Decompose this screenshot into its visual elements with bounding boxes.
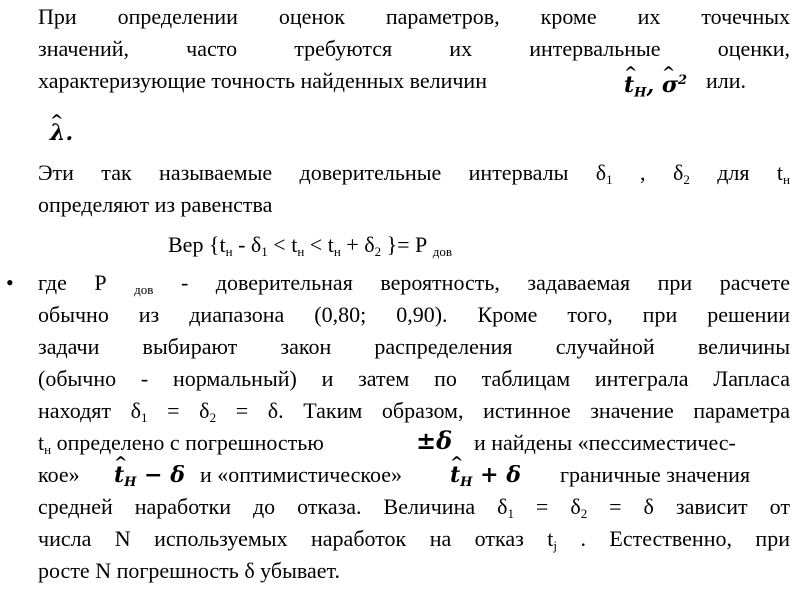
- paragraph3-line5: находят $\delta_1 = \delta_2 = \delta$. Таким образом, истинное значение параметра: [38, 398, 791, 425]
- paragraph3-line7: кое» ^ $t_H - \delta$ и «оптимистическое» ^ $t_H + \delta$ граничные значения: [38, 462, 790, 488]
- paragraph3-line6: $t_н$ определено с погрешностью ±δ и найдены «пессиместичес-: [38, 426, 736, 457]
- paragraph3-line9: числа N используемых наработок на отказ $t_j$ . Естественно, при: [38, 526, 790, 553]
- paragraph2-line2: определяют из равенства: [38, 192, 273, 217]
- paragraph3-line8: средней наработки до отказа. Величина $\delta_1 = \delta_2 = \delta$ зависит от: [38, 494, 790, 521]
- bullet-point: •: [6, 270, 14, 295]
- paragraph3-line3: задачи выбирают закон распределения случайной величины: [38, 334, 790, 359]
- formula-t-estimate: ^ $t_H$, ^ $\sigma^2$: [624, 68, 687, 98]
- formula-optimistic: ^ $t_H + \delta$: [450, 462, 521, 488]
- paragraph3-line10: росте N погрешность δ убывает.: [38, 558, 340, 583]
- paragraph3-line1: где Р $_{дов}$ - доверительная вероятность, задаваемая при расчете: [38, 270, 790, 297]
- paragraph1-line3-text: характеризующие точность найденных величин: [38, 68, 487, 93]
- paragraph3-line2: обычно из диапазона (0,80; 0,90). Кроме того, при решении: [38, 302, 790, 327]
- paragraph1-line1: При определении оценок параметров, кроме их точечных: [38, 4, 790, 29]
- paragraph1-line3: [38, 68, 790, 101]
- formula-plus-minus-delta: ±δ: [416, 426, 453, 455]
- paragraph1-or: или.: [706, 68, 747, 93]
- paragraph2-line1: Эти так называемые доверительные интервалы $\delta_1$ , $\delta_2$ для $t_н$: [38, 160, 790, 187]
- paragraph1-line2: значений, часто требуются их интервальные оценки,: [38, 36, 790, 61]
- paragraph3-line4: (обычно - нормальный) и затем по таблицам интеграла Лапласа: [38, 366, 790, 391]
- formula-pessimistic: ^ $t_H - \delta$: [114, 462, 185, 488]
- formula-lambda: ^ λ.: [50, 120, 800, 146]
- confidence-equation: Вер {$t_н - \delta_1 < t_н < t_н + \delta_2$ }= Р $_{дов}$: [168, 232, 453, 259]
